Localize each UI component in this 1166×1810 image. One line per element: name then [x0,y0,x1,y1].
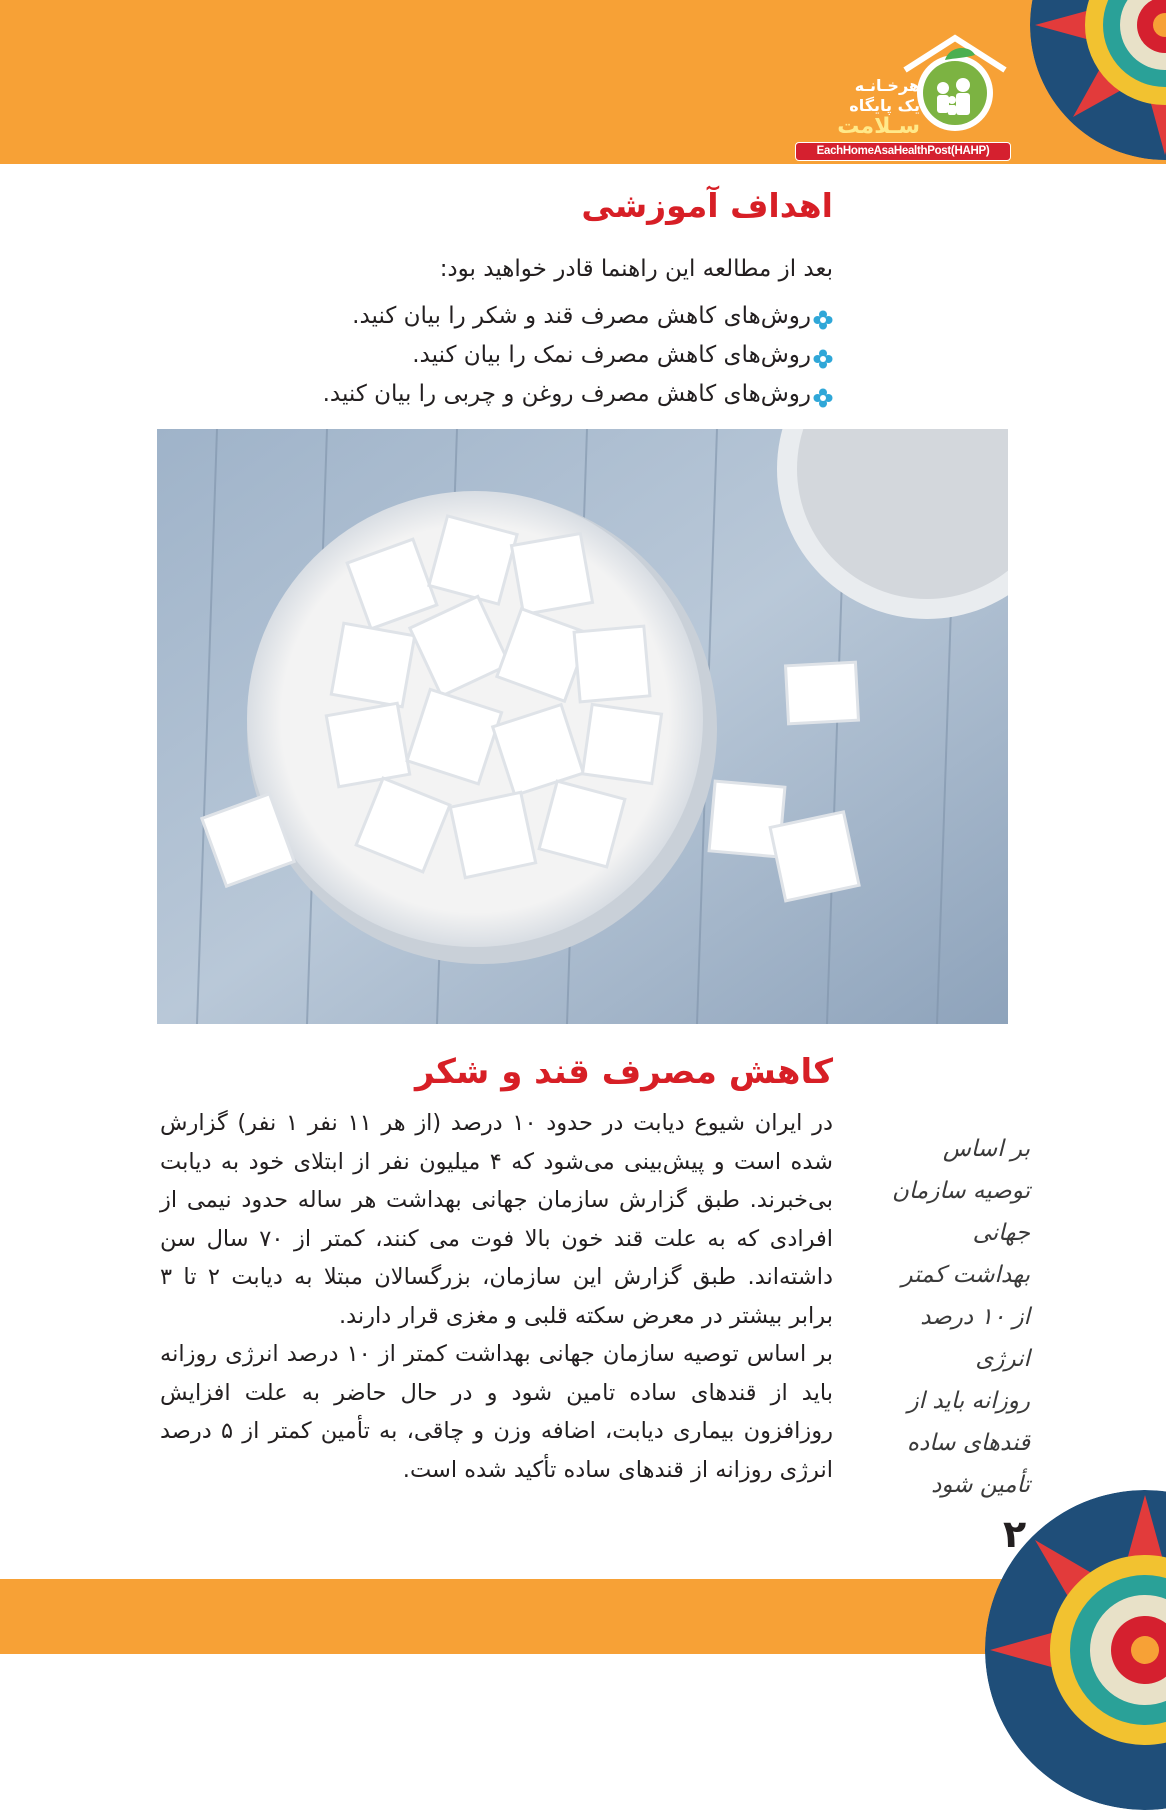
list-item [323,374,833,413]
side-note-line: توصیه سازمان [892,1178,1030,1204]
objective-text: روش‌های کاهش مصرف نمک را بیان کنید. [412,341,811,368]
side-note-line: روزانه باید از [907,1388,1030,1414]
side-note-line: از ۱۰ درصد [920,1304,1030,1330]
page-number: ۲ [1003,1512,1027,1556]
side-note-line: جهانی [972,1220,1030,1246]
logo-english-caption: EachHomeAsaHealthPost(HAHP) [795,142,1011,161]
side-note-line: بر اساس [942,1136,1030,1162]
side-note-line: بهداشت کمتر [901,1262,1030,1288]
objectives-list [323,296,833,413]
body-paragraph: در ایران شیوع دیابت در حدود ۱۰ درصد (از هر ۱۱ نفر ۱ نفر) گزارش شده است و پیش‌بینی می‌شود که ۴ میلیون نفر از ابتلای خود به دیابت بی‌خبرند. طبق گزارش سازمان جهانی بهداشت هر ساله حدود نیمی از افرادی که به علت قند خون بالا فوت می کنند، کمتر از ۷۰ سال سن داشته‌اند. طبق گزارش این سازمان، بزرگسالان مبتلا به دیابت ۲ تا ۳ برابر بیشتر در معرض سکته قلبی و مغزی قرار دارند. [160,1110,834,1329]
logo-text-line2: یک پایگاه [849,96,920,115]
flower-bullet-icon [813,384,833,404]
logo-text-line1: هرخـانـه [854,76,920,95]
objective-text: روش‌های کاهش مصرف روغن و چربی را بیان کنید. [322,380,811,407]
side-note-line: انرژی [975,1346,1030,1372]
handwritten-side-note [860,1128,1030,1506]
body-paragraph: بر اساس توصیه سازمان جهانی بهداشت کمتر از ۱۰ درصد انرژی روزانه باید از قندهای ساده تامین شود و در حال حاضر به علت افزایش روزافزون بیماری دیابت، اضافه وزن و چاقی، به تأمین کمتر از ۵ درصد انرژی روزانه از قندهای ساده تأکید شده است. [160,1341,834,1483]
hahp-logo [795,30,1010,162]
objective-text: روش‌های کاهش مصرف قند و شکر را بیان کنید. [352,302,811,329]
body-text [160,1104,833,1489]
flower-bullet-icon [813,306,833,326]
list-item [323,335,833,374]
side-note-line: قندهای ساده [906,1430,1030,1456]
flower-bullet-icon [813,345,833,365]
list-item [323,296,833,335]
section-title-educational-goals: اهداف آموزشی [581,186,833,225]
section-title-reduce-sugar: کاهش مصرف قند و شکر [415,1052,833,1092]
sugar-cubes-photo [157,429,1008,1024]
logo-text-line3: سـلامت [837,114,920,139]
objectives-intro: بعد از مطالعه این راهنما قادر خواهید بود: [439,256,833,282]
side-note-line: تأمین شود [931,1472,1030,1498]
